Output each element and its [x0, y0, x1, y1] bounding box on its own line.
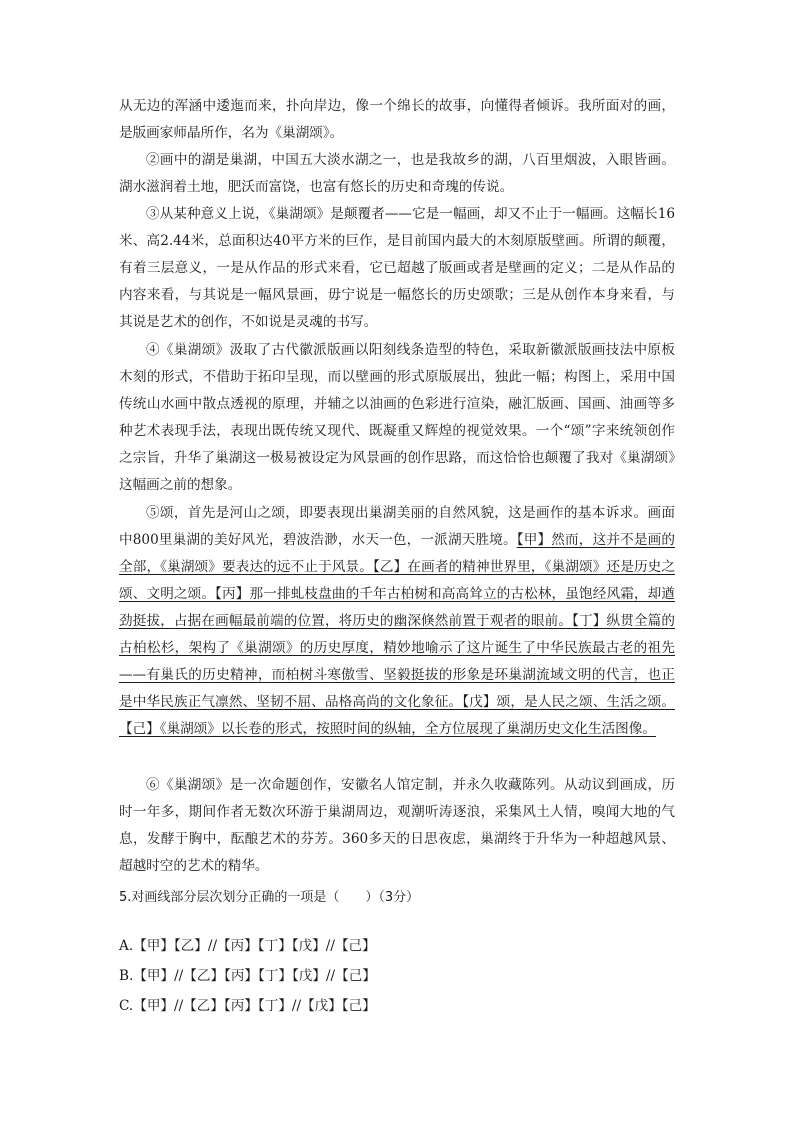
paragraph-4: ④《巢湖颂》汲取了古代徽派版画以阳刻线条造型的特色，采取新徽派版画技法中原板木刻的形式，不借助于拓印呈现，而以壁画的形式原版展出，独此一幅；构图上，采用中国传统山水画中散点透视的原理，并辅之以油画的色彩进行渲染，融汇版画、国画、油画等多种艺术表现手法，表现出既传统又现代、既凝重又辉煌的视觉效果。一个“颂”字来统领创作之宗旨，升华了巢湖这一极易被设定为风景画的创作思路，而这恰恰也颠覆了我对《巢湖颂》这幅画之前的想象。 [119, 342, 675, 493]
option-a: A.【甲】【乙】//【丙】【丁】【戊】//【己】 [119, 938, 376, 954]
paragraph-2: ②画中的湖是巢湖，中国五大淡水湖之一，也是我故乡的湖，八百里烟波，入眼皆画。湖水滋润着土地，肥沃而富饶，也富有悠长的历史和奇瑰的传说。 [119, 152, 675, 195]
question-stem: 5.对画线部分层次划分正确的一项是（ ）（3分） [119, 890, 420, 905]
option-c: C.【甲】//【乙】【丙】【丁】//【戊】【己】 [119, 998, 376, 1014]
paragraph-5 [119, 500, 675, 743]
paragraph-1: 从无边的浑涵中逶迤而来，扑向岸边，像一个绵长的故事，向懂得者倾诉。我所面对的画，是版画家师晶所作，名为《巢湖颂》。 [119, 98, 675, 141]
option-b: B.【甲】//【乙】【丙】【丁】【戊】//【己】 [119, 968, 376, 984]
paragraph-5-plain: ⑤颂，首先是河山之颂，即要表现出巢湖美丽的自然风貌，这是画作的基本诉求。画面中800里巢湖的美好风光，碧波浩渺，水天一色，一派湖天胜境。 [119, 505, 675, 548]
paragraph-3: ③从某种意义上说，《巢湖颂》是颠覆者——它是一幅画，却又不止于一幅画。这幅长16米、高2.44米，总面积达40平方米的巨作，是目前国内最大的木刻原版壁画。所谓的颠覆，有着三层意义，一是从作品的形式来看，它已超越了版画或者是壁画的定义；二是从作品的内容来看，与其说是一幅风景画，毋宁说是一幅悠长的历史颂歌；三是从创作本身来看，与其说是艺术的创作，不如说是灵魂的书写。 [119, 206, 675, 330]
paragraph-5-underlined: 【甲】然而，这并不是画的全部，《巢湖颂》要表达的远不止于风景。【乙】在画者的精神世界里，《巢湖颂》还是历史之颂、文明之颂。【丙】那一排虬枝盘曲的千年古柏树和高高耸立的古松林，虽饱经风霜，却遒劲挺拔，占据在画幅最前端的位置，将历史的幽深倏然前置于观者的眼前。【丁】纵贯全篇的古柏松杉，架构了《巢湖颂》的历史厚度，精妙地喻示了这片诞生了中华民族最古老的祖先——有巢氏的历史精神，而柏树斗寒傲雪、坚毅挺拔的形象是环巢湖流域文明的代言，也正是中华民族正气凛然、坚韧不屈、品格高尚的文化象征。【戊】颂，是人民之颂、生活之颂。【己】《巢湖颂》以长卷的形式，按照时间的纵轴，全方位展现了巢湖历史文化生活图像。 [119, 532, 675, 737]
paragraph-6: ⑥《巢湖颂》是一次命题创作，安徽名人馆定制，并永久收藏陈列。从动议到画成，历时一年多，期间作者无数次环游于巢湖周边，观潮听涛逐浪，采集风土人情，嗅闻大地的气息，发酵于胸中，酝酿艺术的芬芳。360多天的日思夜虑，巢湖终于升华为一种超越风景、超越时空的艺术的精华。 [119, 777, 675, 874]
